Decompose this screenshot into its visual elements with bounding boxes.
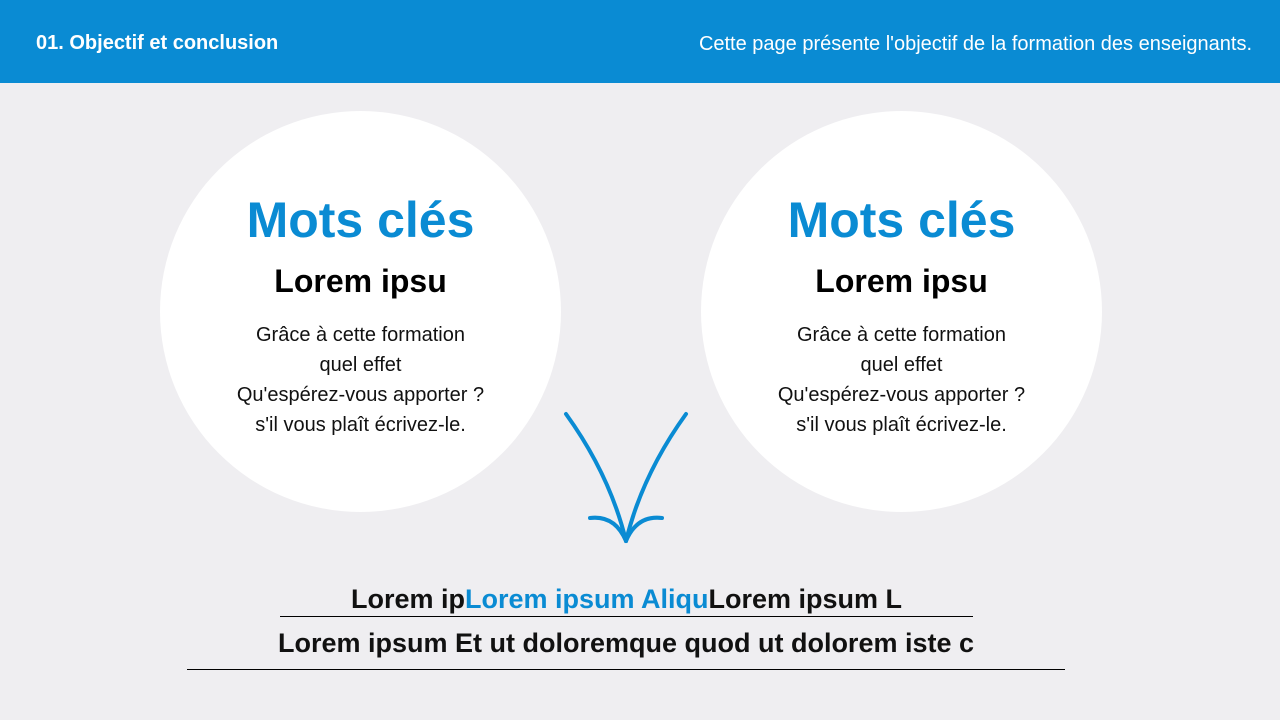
keyword-title: Mots clés [246, 192, 475, 248]
keyword-subtitle: Lorem ipsu [815, 263, 988, 299]
body-line: Qu'espérez-vous apporter ? [236, 384, 485, 406]
body-line: s'il vous plaît écrivez-le. [255, 414, 466, 436]
conclusion-line-1 [280, 584, 973, 617]
header-bar [0, 0, 1280, 83]
body-line: Qu'espérez-vous apporter ? [777, 384, 1026, 406]
keyword-circle-right [701, 111, 1102, 512]
body-line: quel effet [319, 354, 402, 376]
keyword-subtitle: Lorem ipsu [274, 263, 447, 299]
page-title: 01. Objectif et conclusion [36, 32, 279, 54]
conclusion-text: Lorem ipsum L [708, 584, 903, 614]
conclusion-text: Lorem ip [350, 584, 465, 614]
conclusion-line-2: Lorem ipsum Et ut doloremque quod ut dolorem iste c [187, 628, 1065, 670]
body-line: quel effet [860, 354, 943, 376]
keyword-circle-left [160, 111, 561, 512]
page-description: Cette page présente l'objectif de la formation des enseignants. [698, 33, 1252, 55]
down-arrow-icon [560, 405, 700, 550]
keyword-body [701, 320, 1102, 440]
keyword-title: Mots clés [787, 192, 1016, 248]
body-line: Grâce à cette formation [256, 324, 465, 346]
conclusion-highlight: Lorem ipsum Aliqu [464, 584, 709, 614]
keyword-body [160, 320, 561, 440]
body-line: Grâce à cette formation [797, 324, 1006, 346]
body-line: s'il vous plaît écrivez-le. [796, 414, 1007, 436]
